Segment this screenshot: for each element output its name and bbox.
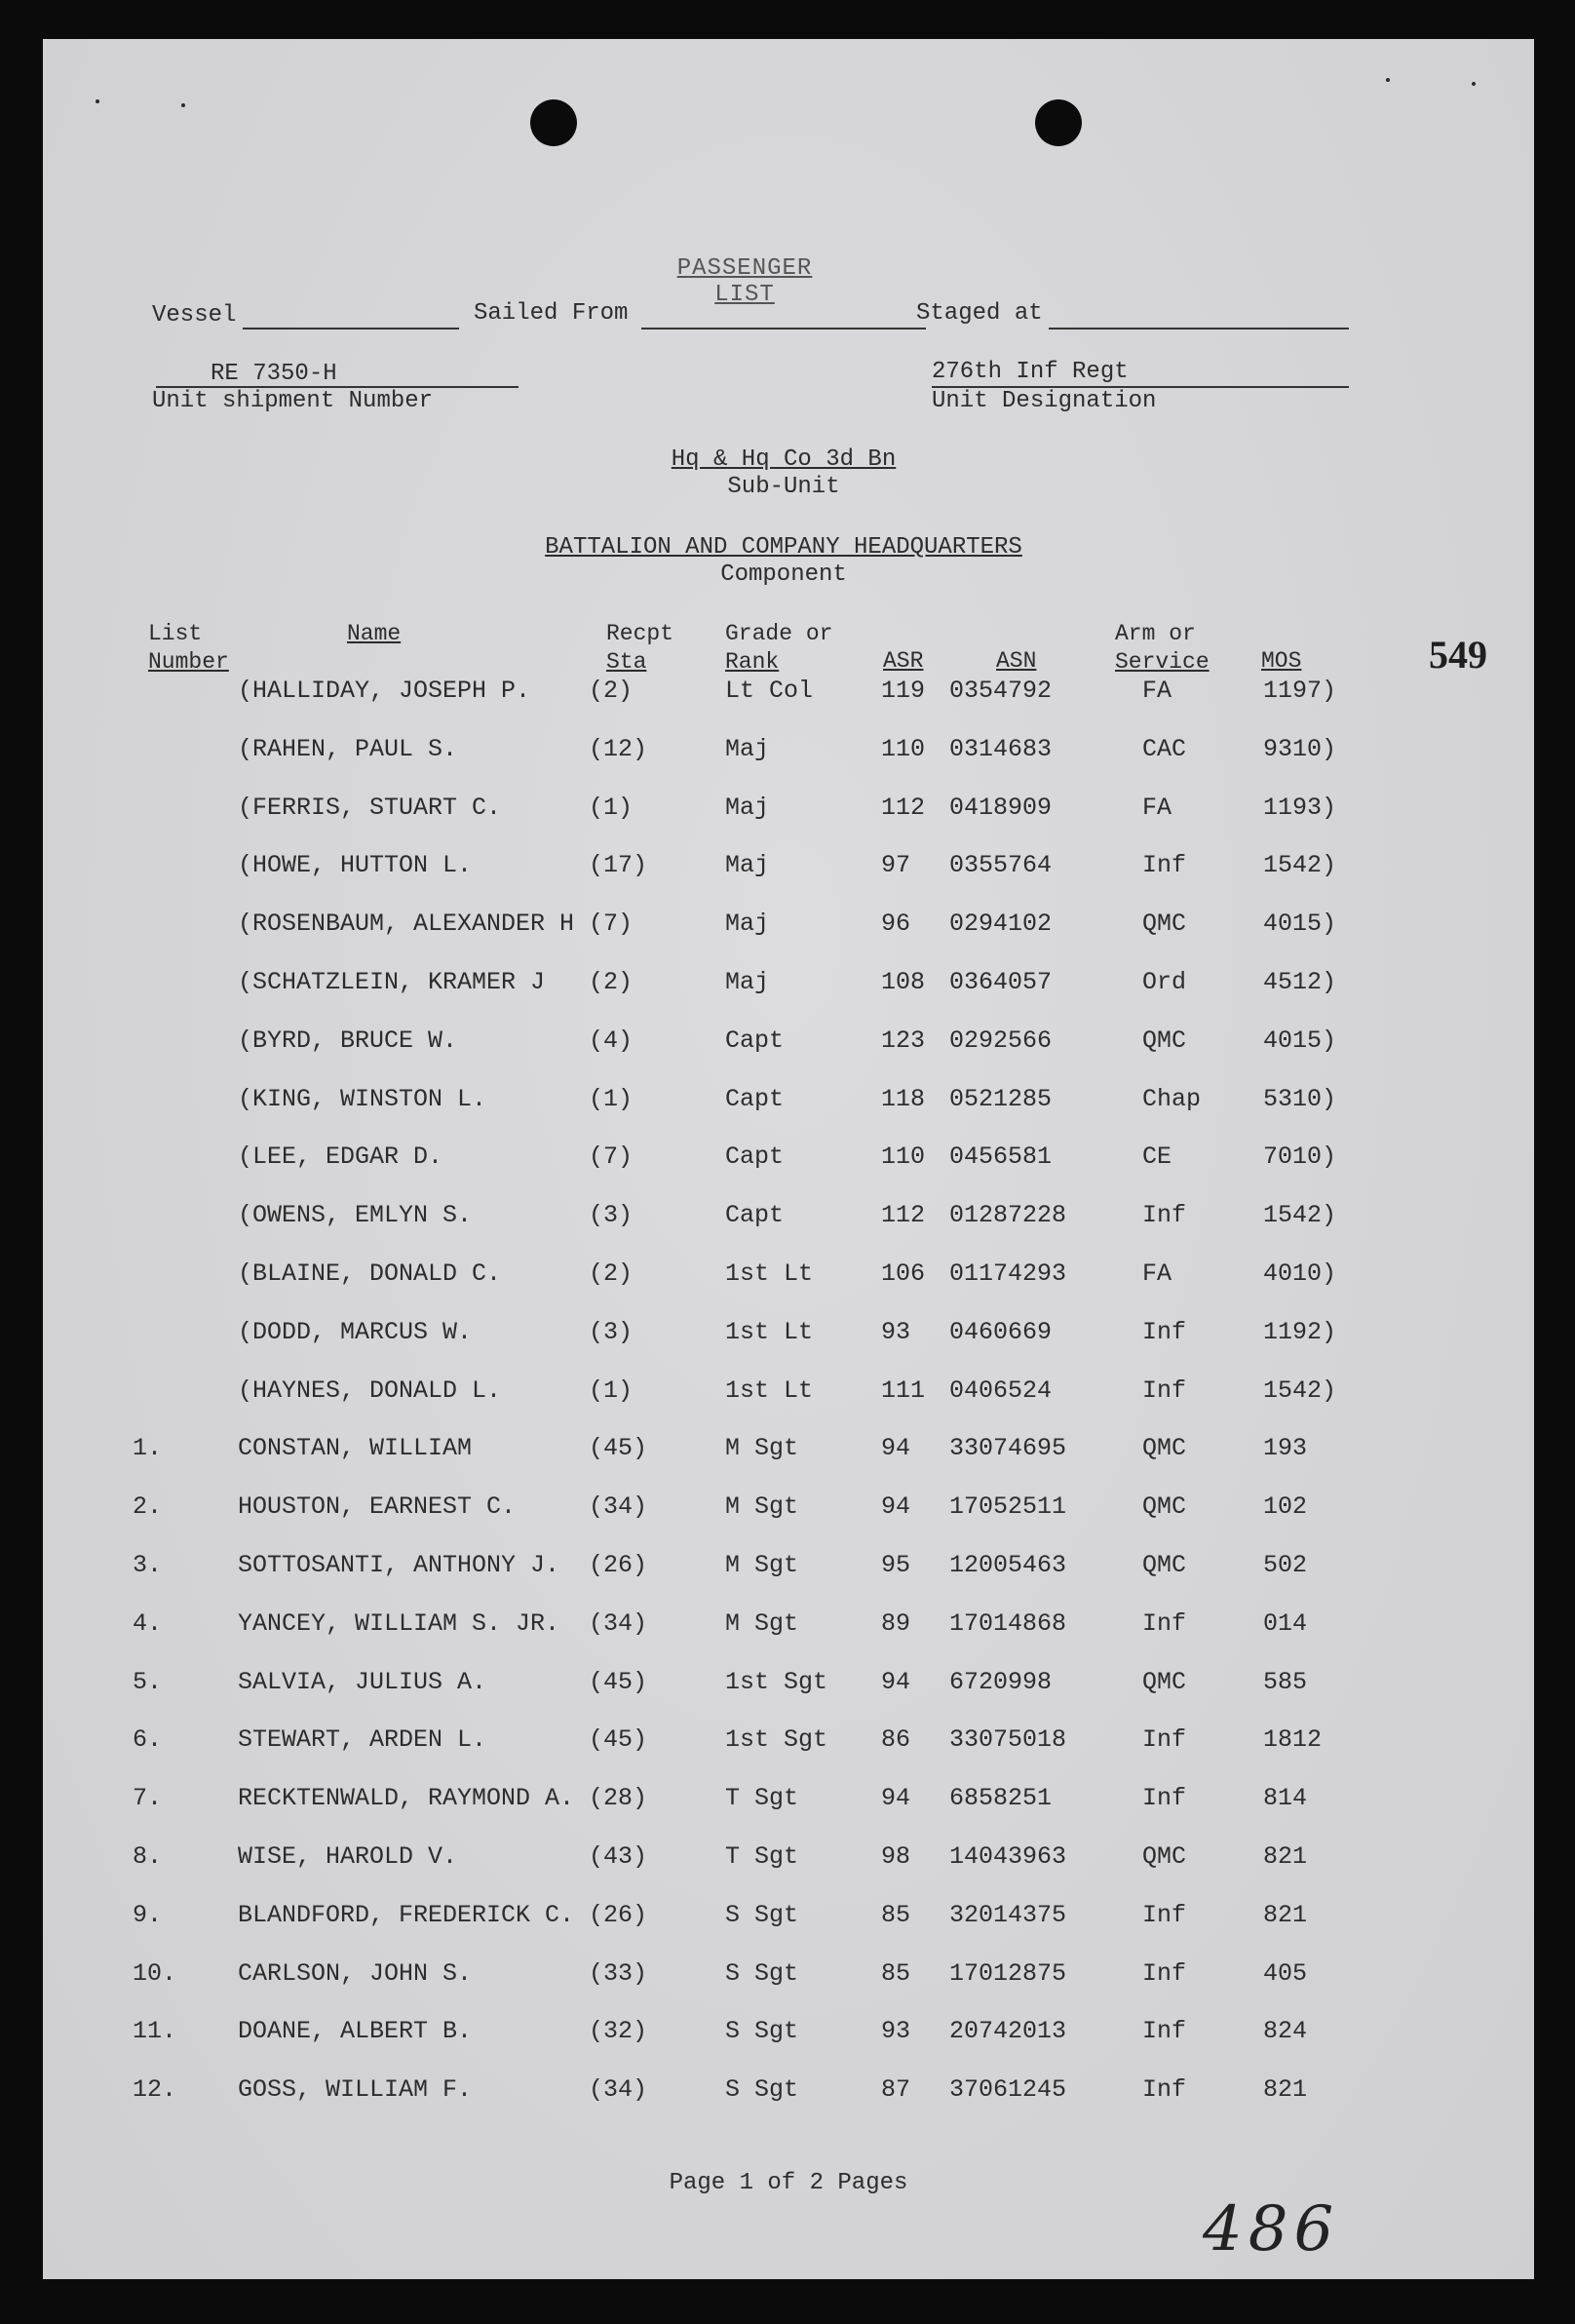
list-number: 9. <box>133 1901 163 1929</box>
arm-service: CAC <box>1142 735 1187 763</box>
recpt-sta: (32) <box>589 2017 648 2045</box>
mos: 1197) <box>1263 677 1337 705</box>
asr: 89 <box>881 1609 911 1638</box>
sub-unit-label: Sub-Unit <box>727 474 840 500</box>
recpt-sta: (34) <box>589 2075 648 2104</box>
mos: 4512) <box>1263 968 1337 996</box>
asr: 112 <box>881 1201 926 1229</box>
arm-service: Inf <box>1142 1376 1187 1405</box>
passenger-name: (BYRD, BRUCE W. <box>238 1026 458 1055</box>
passenger-name: (FERRIS, STUART C. <box>238 794 502 822</box>
list-number: 2. <box>133 1492 163 1521</box>
mos: 405 <box>1263 1959 1308 1988</box>
list-number: 10. <box>133 1959 177 1988</box>
col-header-arm <box>1115 620 1210 677</box>
table-row <box>43 1434 1534 1473</box>
list-number: 7. <box>133 1784 163 1812</box>
recpt-sta: (2) <box>589 677 634 705</box>
asn: 0354792 <box>949 677 1053 705</box>
grade-rank: M Sgt <box>725 1434 799 1462</box>
grade-rank: Capt <box>725 1085 785 1113</box>
asr: 118 <box>881 1085 926 1113</box>
grade-rank: 1st Lt <box>725 1318 814 1346</box>
arm-service: Inf <box>1142 1959 1187 1988</box>
table-row <box>43 677 1534 716</box>
table-row <box>43 1959 1534 1998</box>
arm-service: Inf <box>1142 1318 1187 1346</box>
col-header-recpt-sta <box>606 620 673 677</box>
mos: 1542) <box>1263 1201 1337 1229</box>
paper-speck <box>96 99 99 103</box>
col-header-recpt-sta-line: Sta <box>606 649 647 675</box>
asn: 17014868 <box>949 1609 1067 1638</box>
recpt-sta: (45) <box>589 1668 648 1696</box>
passenger-name: (HAYNES, DONALD L. <box>238 1376 502 1405</box>
list-number: 11. <box>133 2017 177 2045</box>
asn: 17052511 <box>949 1492 1067 1521</box>
arm-service: QMC <box>1142 910 1187 938</box>
recpt-sta: (26) <box>589 1551 648 1579</box>
recpt-sta: (1) <box>589 1085 634 1113</box>
mos: 502 <box>1263 1551 1308 1579</box>
mos: 821 <box>1263 2075 1308 2104</box>
col-header-grade-line: Grade or <box>725 621 833 646</box>
arm-service: QMC <box>1142 1551 1187 1579</box>
grade-rank: Capt <box>725 1143 785 1171</box>
col-header-grade-line: Rank <box>725 649 780 675</box>
list-number: 4. <box>133 1609 163 1638</box>
recpt-sta: (34) <box>589 1609 648 1638</box>
shipment-number-label: Unit shipment Number <box>152 388 434 414</box>
asr: 85 <box>881 1901 911 1929</box>
passenger-name: (LEE, EDGAR D. <box>238 1143 443 1171</box>
asr: 86 <box>881 1725 911 1754</box>
asn: 37061245 <box>949 2075 1067 2104</box>
col-header-name-line: Name <box>347 621 402 646</box>
vessel-blank <box>243 328 459 329</box>
recpt-sta: (28) <box>589 1784 648 1812</box>
col-header-arm-line: Arm or <box>1115 621 1196 646</box>
mos: 1812 <box>1263 1725 1323 1754</box>
mos: 5310) <box>1263 1085 1337 1113</box>
recpt-sta: (1) <box>589 794 634 822</box>
arm-service: Inf <box>1142 1201 1187 1229</box>
asr: 112 <box>881 794 926 822</box>
recpt-sta: (7) <box>589 910 634 938</box>
table-row <box>43 1609 1534 1648</box>
col-header-grade <box>725 620 832 677</box>
recpt-sta: (3) <box>589 1318 634 1346</box>
col-header-list-number-line: List <box>148 621 203 646</box>
grade-rank: Maj <box>725 851 770 879</box>
passenger-name: YANCEY, WILLIAM S. JR. <box>238 1609 560 1638</box>
asr: 110 <box>881 1143 926 1171</box>
table-row <box>43 1784 1534 1823</box>
asn: 0364057 <box>949 968 1053 996</box>
grade-rank: S Sgt <box>725 1901 799 1929</box>
asn: 6720998 <box>949 1668 1053 1696</box>
asn: 01174293 <box>949 1259 1067 1288</box>
recpt-sta: (7) <box>589 1143 634 1171</box>
table-row <box>43 1026 1534 1065</box>
table-row <box>43 1376 1534 1415</box>
passenger-name: BLANDFORD, FREDERICK C. <box>238 1901 575 1929</box>
grade-rank: Maj <box>725 968 770 996</box>
table-row <box>43 1085 1534 1124</box>
list-number: 5. <box>133 1668 163 1696</box>
sub-unit: Hq & Hq Co 3d Bn <box>671 446 897 473</box>
asr: 96 <box>881 910 911 938</box>
passenger-name: STEWART, ARDEN L. <box>238 1725 487 1754</box>
asr: 95 <box>881 1551 911 1579</box>
grade-rank: 1st Sgt <box>725 1668 828 1696</box>
asn: 0406524 <box>949 1376 1053 1405</box>
grade-rank: Maj <box>725 910 770 938</box>
passenger-name: (HALLIDAY, JOSEPH P. <box>238 677 531 705</box>
page-stamp-number: 549 <box>1429 633 1487 677</box>
mos: 1542) <box>1263 1376 1337 1405</box>
recpt-sta: (1) <box>589 1376 634 1405</box>
asn: 33075018 <box>949 1725 1067 1754</box>
arm-service: Inf <box>1142 851 1187 879</box>
table-row <box>43 735 1534 774</box>
col-header-asn <box>996 647 1036 676</box>
passenger-name: (SCHATZLEIN, KRAMER J <box>238 968 546 996</box>
mos: 193 <box>1263 1434 1308 1462</box>
mos: 1193) <box>1263 794 1337 822</box>
grade-rank: M Sgt <box>725 1609 799 1638</box>
mos: 824 <box>1263 2017 1308 2045</box>
grade-rank: Lt Col <box>725 677 814 705</box>
passenger-name: CONSTAN, WILLIAM <box>238 1434 473 1462</box>
col-header-mos-line: MOS <box>1261 648 1302 674</box>
table-row <box>43 910 1534 949</box>
passenger-name: RECKTENWALD, RAYMOND A. <box>238 1784 575 1812</box>
table-row <box>43 1725 1534 1764</box>
paper-speck <box>181 103 185 107</box>
grade-rank: Maj <box>725 794 770 822</box>
shipment-number: RE 7350-H <box>211 361 337 387</box>
mos: 821 <box>1263 1901 1308 1929</box>
arm-service: Inf <box>1142 2075 1187 2104</box>
passenger-name: (RAHEN, PAUL S. <box>238 735 458 763</box>
col-header-arm-line: Service <box>1115 649 1210 675</box>
sailed-from-blank <box>641 328 926 329</box>
list-number: 6. <box>133 1725 163 1754</box>
asn: 0460669 <box>949 1318 1053 1346</box>
asn: 01287228 <box>949 1201 1067 1229</box>
grade-rank: Maj <box>725 735 770 763</box>
asn: 0292566 <box>949 1026 1053 1055</box>
mos: 1192) <box>1263 1318 1337 1346</box>
table-row <box>43 2017 1534 2056</box>
paper-speck <box>1386 78 1390 82</box>
passenger-name: (KING, WINSTON L. <box>238 1085 487 1113</box>
asn: 0418909 <box>949 794 1053 822</box>
recpt-sta: (4) <box>589 1026 634 1055</box>
table-row <box>43 1201 1534 1240</box>
arm-service: QMC <box>1142 1026 1187 1055</box>
asr: 108 <box>881 968 926 996</box>
arm-service: Inf <box>1142 1609 1187 1638</box>
table-row <box>43 1318 1534 1357</box>
arm-service: FA <box>1142 1259 1172 1288</box>
table-row <box>43 1492 1534 1531</box>
arm-service: QMC <box>1142 1492 1187 1521</box>
col-header-mos <box>1261 647 1301 676</box>
arm-service: FA <box>1142 677 1172 705</box>
col-header-list-number <box>148 620 229 677</box>
grade-rank: S Sgt <box>725 1959 799 1988</box>
arm-service: QMC <box>1142 1842 1187 1871</box>
recpt-sta: (17) <box>589 851 648 879</box>
col-header-list-number-line: Number <box>148 649 229 675</box>
asr: 85 <box>881 1959 911 1988</box>
asr: 98 <box>881 1842 911 1871</box>
table-row <box>43 1551 1534 1590</box>
mos: 4015) <box>1263 1026 1337 1055</box>
table-row <box>43 1259 1534 1298</box>
table-row <box>43 968 1534 1007</box>
passenger-name: (ROSENBAUM, ALEXANDER H <box>238 910 575 938</box>
col-header-asr-line: ASR <box>883 648 924 674</box>
asn: 0314683 <box>949 735 1053 763</box>
grade-rank: 1st Sgt <box>725 1725 828 1754</box>
arm-service: Inf <box>1142 2017 1187 2045</box>
recpt-sta: (34) <box>589 1492 648 1521</box>
asr: 87 <box>881 2075 911 2104</box>
passenger-name: HOUSTON, EARNEST C. <box>238 1492 517 1521</box>
asn: 6858251 <box>949 1784 1053 1812</box>
unit-designation-label: Unit Designation <box>932 388 1157 414</box>
asn: 0456581 <box>949 1143 1053 1171</box>
asn: 32014375 <box>949 1901 1067 1929</box>
mos: 4010) <box>1263 1259 1337 1288</box>
arm-service: FA <box>1142 794 1172 822</box>
paper-speck <box>1472 82 1476 86</box>
list-number: 1. <box>133 1434 163 1462</box>
recpt-sta: (45) <box>589 1725 648 1754</box>
recpt-sta: (2) <box>589 1259 634 1288</box>
asr: 119 <box>881 677 926 705</box>
table-row <box>43 794 1534 833</box>
arm-service: Ord <box>1142 968 1187 996</box>
arm-service: Inf <box>1142 1784 1187 1812</box>
table-row <box>43 1842 1534 1881</box>
grade-rank: 1st Lt <box>725 1376 814 1405</box>
asr: 106 <box>881 1259 926 1288</box>
mos: 1542) <box>1263 851 1337 879</box>
passenger-name: DOANE, ALBERT B. <box>238 2017 473 2045</box>
page-footer: Page 1 of 2 Pages <box>669 2170 908 2196</box>
asr: 94 <box>881 1784 911 1812</box>
mos: 821 <box>1263 1842 1308 1871</box>
recpt-sta: (45) <box>589 1434 648 1462</box>
passenger-name: CARLSON, JOHN S. <box>238 1959 473 1988</box>
asn: 12005463 <box>949 1551 1067 1579</box>
asn: 14043963 <box>949 1842 1067 1871</box>
table-row <box>43 1668 1534 1707</box>
mos: 7010) <box>1263 1143 1337 1171</box>
arm-service: CE <box>1142 1143 1172 1171</box>
recpt-sta: (2) <box>589 968 634 996</box>
asn: 17012875 <box>949 1959 1067 1988</box>
grade-rank: S Sgt <box>725 2017 799 2045</box>
asr: 94 <box>881 1492 911 1521</box>
passenger-name: WISE, HAROLD V. <box>238 1842 458 1871</box>
table-row <box>43 851 1534 890</box>
unit-designation: 276th Inf Regt <box>932 359 1129 385</box>
table-row <box>43 2075 1534 2114</box>
component: BATTALION AND COMPANY HEADQUARTERS <box>545 534 1022 561</box>
grade-rank: M Sgt <box>725 1551 799 1579</box>
handwritten-page-number: 486 <box>1203 2193 1340 2266</box>
document-title: PASSENGER LIST <box>676 255 813 308</box>
mos: 814 <box>1263 1784 1308 1812</box>
asr: 97 <box>881 851 911 879</box>
staged-at-label: Staged at <box>916 300 1043 327</box>
passenger-name: SOTTOSANTI, ANTHONY J. <box>238 1551 560 1579</box>
col-header-recpt-sta-line: Recpt <box>606 621 674 646</box>
arm-service: Chap <box>1142 1085 1202 1113</box>
arm-service: Inf <box>1142 1725 1187 1754</box>
passenger-name: (DODD, MARCUS W. <box>238 1318 473 1346</box>
passenger-name: (BLAINE, DONALD C. <box>238 1259 502 1288</box>
recpt-sta: (3) <box>589 1201 634 1229</box>
col-header-asr <box>883 647 923 676</box>
passenger-name: SALVIA, JULIUS A. <box>238 1668 487 1696</box>
col-header-name <box>347 620 401 648</box>
asn: 0355764 <box>949 851 1053 879</box>
list-number: 3. <box>133 1551 163 1579</box>
asr: 94 <box>881 1668 911 1696</box>
staged-at-blank <box>1049 328 1349 329</box>
asr: 110 <box>881 735 926 763</box>
arm-service: Inf <box>1142 1901 1187 1929</box>
table-row <box>43 1143 1534 1181</box>
mos: 4015) <box>1263 910 1337 938</box>
asr: 94 <box>881 1434 911 1462</box>
col-header-asn-line: ASN <box>996 648 1037 674</box>
asn: 0294102 <box>949 910 1053 938</box>
grade-rank: S Sgt <box>725 2075 799 2104</box>
vessel-label: Vessel <box>152 302 237 329</box>
grade-rank: T Sgt <box>725 1784 799 1812</box>
mos: 585 <box>1263 1668 1308 1696</box>
sailed-from-label: Sailed From <box>474 300 629 327</box>
list-number: 12. <box>133 2075 177 2104</box>
arm-service: QMC <box>1142 1668 1187 1696</box>
punch-hole-right <box>1035 99 1082 146</box>
table-row <box>43 1901 1534 1940</box>
document-page <box>43 39 1534 2279</box>
asn: 20742013 <box>949 2017 1067 2045</box>
passenger-name: GOSS, WILLIAM F. <box>238 2075 473 2104</box>
punch-hole-left <box>530 99 577 146</box>
passenger-name: (HOWE, HUTTON L. <box>238 851 473 879</box>
asn: 0521285 <box>949 1085 1053 1113</box>
mos: 014 <box>1263 1609 1308 1638</box>
asn: 33074695 <box>949 1434 1067 1462</box>
passenger-name: (OWENS, EMLYN S. <box>238 1201 473 1229</box>
asr: 93 <box>881 2017 911 2045</box>
recpt-sta: (33) <box>589 1959 648 1988</box>
list-number: 8. <box>133 1842 163 1871</box>
grade-rank: M Sgt <box>725 1492 799 1521</box>
component-label: Component <box>720 562 847 588</box>
recpt-sta: (26) <box>589 1901 648 1929</box>
grade-rank: T Sgt <box>725 1842 799 1871</box>
arm-service: QMC <box>1142 1434 1187 1462</box>
grade-rank: Capt <box>725 1026 785 1055</box>
asr: 111 <box>881 1376 926 1405</box>
recpt-sta: (43) <box>589 1842 648 1871</box>
grade-rank: 1st Lt <box>725 1259 814 1288</box>
mos: 9310) <box>1263 735 1337 763</box>
grade-rank: Capt <box>725 1201 785 1229</box>
asr: 93 <box>881 1318 911 1346</box>
recpt-sta: (12) <box>589 735 648 763</box>
asr: 123 <box>881 1026 926 1055</box>
mos: 102 <box>1263 1492 1308 1521</box>
